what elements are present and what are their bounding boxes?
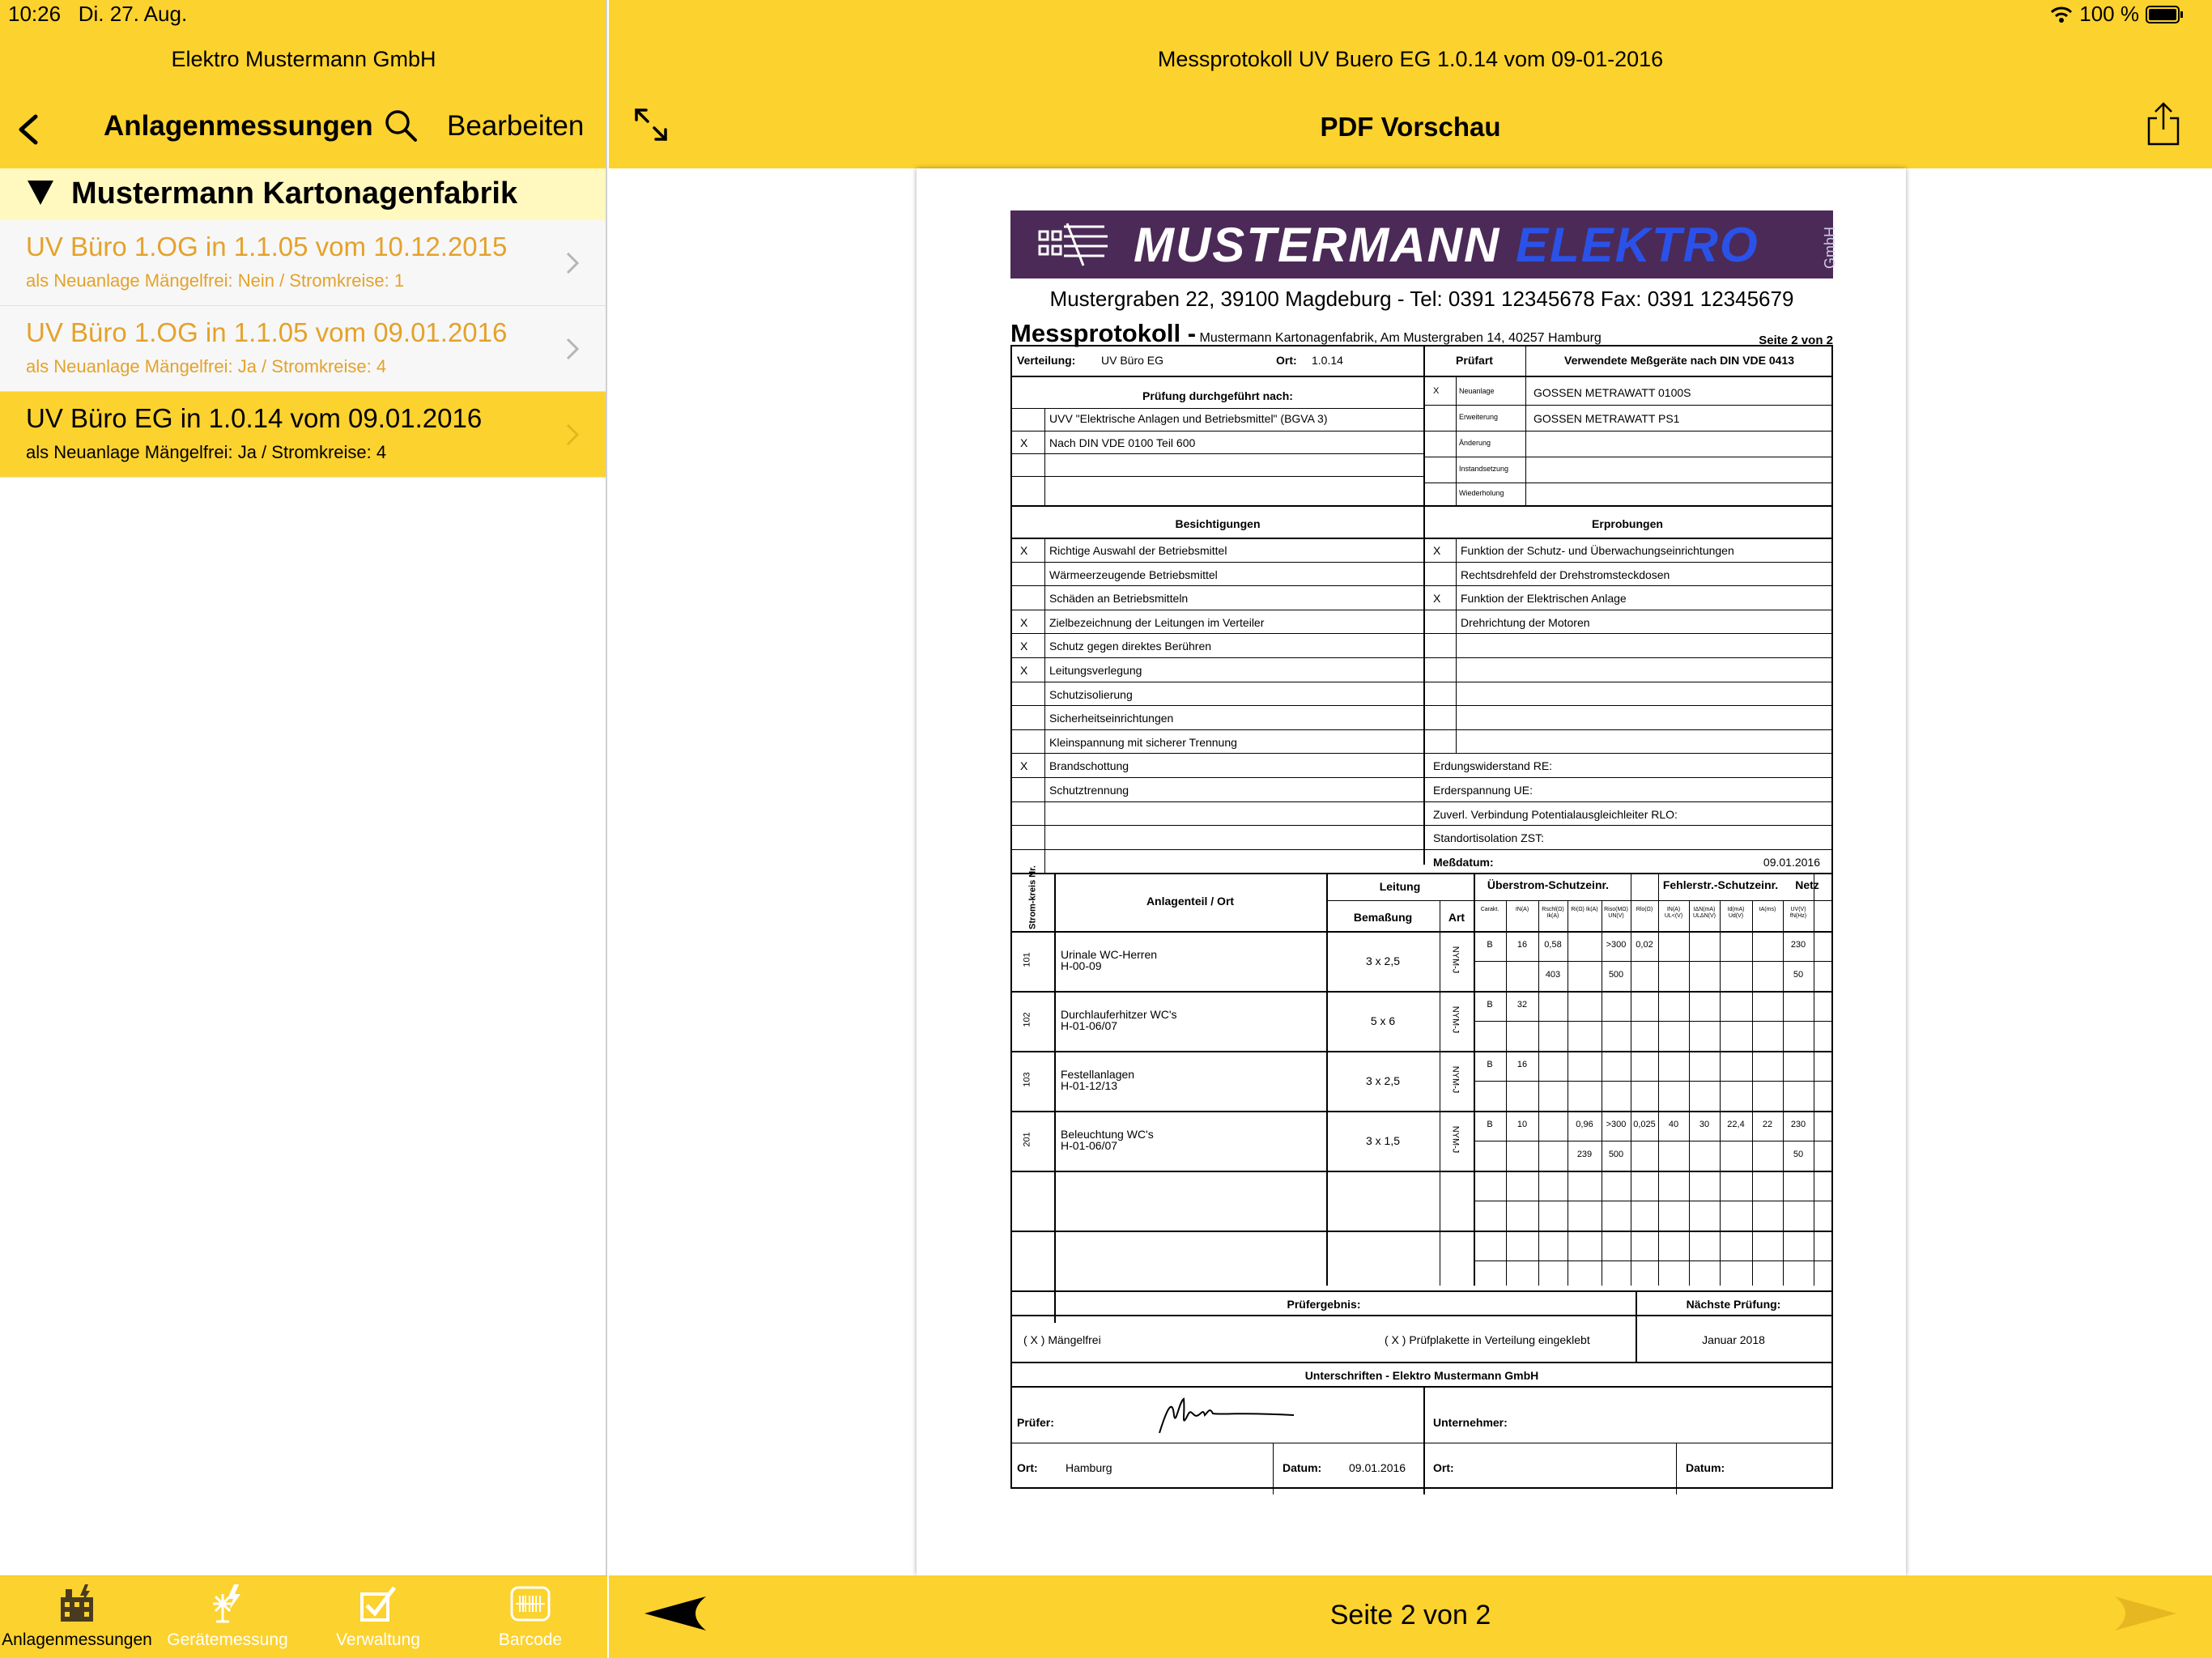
datum-label: Datum: — [1283, 1461, 1322, 1474]
ort-value: 1.0.14 — [1312, 354, 1343, 367]
form-line — [1676, 1443, 1677, 1494]
logo-gmbh: GmbH — [1822, 226, 1838, 269]
datum3-label: Datum: — [1686, 1461, 1725, 1474]
company-logo — [1010, 210, 1838, 278]
check-mark: X — [1433, 592, 1441, 606]
besichtigungen-label: Besichtigungen — [1175, 517, 1261, 530]
form-line — [1273, 1443, 1274, 1494]
pruefung-item: UVV "Elektrische Anlagen und Betriebsmittel" (BGVA 3) — [1049, 412, 1328, 425]
section-title: Mustermann Kartonagenfabrik — [71, 176, 518, 210]
form-line — [1423, 1386, 1425, 1494]
search-icon[interactable] — [384, 108, 418, 142]
circuit-value: 32 — [1516, 1000, 1528, 1010]
circuit-value: B — [1487, 1060, 1493, 1069]
circuit-value: >300 — [1606, 1120, 1627, 1129]
circuit-bemassung: 5 x 6 — [1370, 1014, 1396, 1027]
col-anlagenteil: Anlagenteil / Ort — [1146, 895, 1235, 908]
item-title: UV Büro EG in 1.0.14 vom 09.01.2016 — [26, 403, 483, 433]
circuit-location: H-00-09 — [1061, 959, 1102, 972]
check-mark: X — [1020, 544, 1028, 557]
form-line — [1506, 900, 1507, 1286]
battery-icon — [2146, 5, 2184, 24]
form-line — [1474, 1081, 1831, 1082]
form-line — [1456, 376, 1457, 505]
form-line — [1423, 346, 1425, 505]
form-line — [1474, 873, 1475, 1286]
erprobung-field: Erderspannung UE: — [1433, 784, 1533, 797]
pdf-page — [917, 168, 1906, 1575]
form-line — [1012, 801, 1423, 802]
circuit-value: 50 — [1793, 970, 1804, 980]
col-leitung: Leitung — [1379, 880, 1421, 893]
tab-bar — [0, 1575, 607, 1658]
form-line — [1012, 991, 1831, 993]
form-line — [1012, 1290, 1831, 1292]
share-icon[interactable] — [2146, 102, 2181, 147]
pruefer-label: Prüfer: — [1017, 1416, 1054, 1429]
building-icon — [56, 1583, 98, 1625]
checkbox-icon — [357, 1583, 399, 1625]
besichtigung-item: Kleinspannung mit sicherer Trennung — [1049, 735, 1237, 749]
erprobungen-label: Erprobungen — [1592, 517, 1663, 530]
form-line — [1012, 849, 1423, 850]
col-stromkreis: Strom-kreis Nr. — [1027, 865, 1038, 929]
form-line — [1423, 777, 1831, 778]
form-line — [1012, 873, 1831, 874]
form-line — [1012, 376, 1831, 377]
form-line — [1423, 753, 1831, 754]
pruefplakette-text: ( X ) Prüfplakette in Verteilung eingeklebt — [1385, 1333, 1590, 1346]
form-line — [1423, 431, 1831, 432]
form-line — [1012, 562, 1423, 563]
tab-label: Gerätemessung — [167, 1630, 288, 1649]
logo-text: MUSTERMANN ELEKTRO — [1134, 218, 1759, 272]
page-toolbar — [609, 1575, 2212, 1658]
ort3-label: Ort: — [1433, 1461, 1454, 1474]
left-header — [0, 0, 606, 168]
besichtigung-item: Richtige Auswahl der Betriebsmittel — [1049, 544, 1227, 557]
besichtigung-item: Sicherheitseinrichtungen — [1049, 712, 1174, 725]
circuit-value: 239 — [1576, 1150, 1593, 1159]
form-line — [1012, 431, 1423, 432]
form-line — [1636, 1290, 1637, 1362]
form-line — [1423, 585, 1831, 586]
chevron-right-icon — [565, 337, 580, 361]
sub-col-header: Rschl(Ω) Ik(A) — [1542, 907, 1564, 919]
barcode-icon — [509, 1583, 551, 1625]
sub-col-header: IN(A) UL<(V) — [1664, 907, 1683, 919]
form-line — [1044, 408, 1045, 505]
tab-label: Verwaltung — [336, 1630, 420, 1649]
circuit-value: 50 — [1793, 1150, 1804, 1159]
circuit-value: 0,025 — [1633, 1120, 1656, 1129]
form-line — [1538, 900, 1539, 1286]
circuit-value: 30 — [1699, 1120, 1710, 1129]
list-item-selected[interactable] — [0, 392, 606, 478]
item-subtitle: als Neuanlage Mängelfrei: Nein / Stromkreise: 1 — [26, 270, 405, 291]
sub-col-header: Rlo(Ω) — [1636, 907, 1653, 912]
signature-image — [1156, 1391, 1302, 1439]
form-line — [1423, 633, 1831, 634]
naechste-pruefung-value: Januar 2018 — [1702, 1333, 1765, 1346]
back-chevron-icon[interactable] — [13, 113, 45, 146]
form-line — [1044, 538, 1045, 873]
circuit-value: B — [1487, 940, 1493, 950]
ort2-value: Hamburg — [1066, 1461, 1112, 1474]
circuit-value: 0,58 — [1544, 940, 1562, 950]
sub-col-header: Carakt. — [1480, 907, 1499, 912]
form-line — [1012, 505, 1831, 507]
tab-verwaltung[interactable] — [301, 1583, 455, 1650]
item-title: UV Büro 1.OG in 1.1.05 vom 09.01.2016 — [26, 317, 508, 347]
ort-label: Ort: — [1276, 354, 1297, 367]
pruefart-item: Erweiterung — [1459, 413, 1499, 421]
form-line — [1423, 562, 1831, 563]
circuit-bemassung: 3 x 2,5 — [1365, 1074, 1401, 1087]
circuit-value: B — [1487, 1120, 1493, 1129]
form-line — [1012, 1315, 1831, 1316]
status-time: 10:26 Di. 27. Aug. — [8, 2, 188, 26]
device-name: GOSSEN METRAWATT PS1 — [1534, 412, 1680, 425]
erprobung-field: Erdungswiderstand RE: — [1433, 759, 1553, 773]
right-header — [609, 0, 2212, 168]
circuit-value: 40 — [1668, 1120, 1679, 1129]
item-title: UV Büro 1.OG in 1.1.05 vom 10.12.2015 — [26, 232, 508, 261]
circuit-logo-icon — [1035, 220, 1112, 269]
item-subtitle: als Neuanlage Mängelfrei: Ja / Stromkreise: 4 — [26, 442, 387, 462]
circuit-art: NYM-J — [1450, 1005, 1461, 1034]
pruefung-item: Nach DIN VDE 0100 Teil 600 — [1049, 436, 1196, 449]
form-line — [1474, 961, 1831, 962]
circuit-value: 10 — [1516, 1120, 1528, 1129]
check-mark: X — [1020, 615, 1028, 629]
form-line — [1012, 408, 1423, 409]
circuit-bemassung: 3 x 1,5 — [1365, 1134, 1401, 1147]
circuit-art: NYM-J — [1450, 946, 1461, 974]
circuit-value: B — [1487, 1000, 1493, 1010]
ort2-label: Ort: — [1017, 1461, 1038, 1474]
form-line — [1752, 900, 1753, 1286]
form-line — [1423, 801, 1831, 802]
besichtigung-item: Brandschottung — [1049, 759, 1129, 773]
pruefart-label: Prüfart — [1456, 354, 1493, 367]
tab-label: Barcode — [498, 1630, 563, 1649]
sub-col-header: UV(V) fN(Hz) — [1789, 907, 1807, 919]
form-line — [1720, 900, 1721, 1286]
sub-col-header: Ri(Ω) Ik(A) — [1571, 907, 1598, 912]
circuit-name: Durchlauferhitzer WC's — [1061, 1008, 1177, 1021]
circuit-name: Festellanlagen — [1061, 1068, 1135, 1081]
circuit-location: H-01-06/07 — [1061, 1139, 1118, 1152]
form-line — [1525, 346, 1526, 505]
form-line — [1012, 1231, 1831, 1232]
col-ueberstrom: Überstrom-Schutzeinr. — [1487, 878, 1610, 891]
device-spark-icon — [206, 1583, 249, 1625]
form-line — [1012, 1051, 1831, 1052]
erprobung-item: Rechtsdrehfeld der Drehstromsteckdosen — [1461, 568, 1670, 581]
pruefung-label: Prüfung durchgeführt nach: — [1142, 389, 1293, 402]
wifi-icon — [2050, 6, 2073, 23]
master-pane — [0, 0, 607, 1658]
erprobung-item: Funktion der Schutz- und Überwachungseinrichtungen — [1461, 544, 1734, 557]
sub-col-header: Id(mA) Ud(V) — [1727, 907, 1745, 919]
protocol-form — [1010, 345, 1833, 1489]
form-line — [1689, 900, 1690, 1286]
circuit-number: 103 — [1022, 1072, 1032, 1087]
form-line — [1423, 657, 1831, 658]
pdf-preview-title: PDF Vorschau — [1320, 112, 1501, 142]
battery-percent: 100 % — [2079, 2, 2139, 26]
tab-barcode[interactable] — [453, 1583, 607, 1650]
besichtigung-item: Schutztrennung — [1049, 784, 1129, 797]
circuit-number: 201 — [1022, 1132, 1032, 1147]
form-line — [1012, 453, 1423, 454]
form-line — [1423, 505, 1425, 865]
circuit-value: 0,02 — [1636, 940, 1653, 950]
list-item[interactable] — [0, 220, 606, 306]
chevron-right-icon — [565, 251, 580, 275]
circuit-value: 16 — [1516, 1060, 1528, 1069]
circuit-art: NYM-J — [1450, 1125, 1461, 1154]
form-line — [1012, 931, 1831, 933]
circuit-value: 22 — [1762, 1120, 1773, 1129]
messgeraete-label: Verwendete Meßgeräte nach DIN VDE 0413 — [1564, 354, 1794, 367]
company-name: Elektro Mustermann GmbH — [171, 47, 436, 71]
disclosure-triangle-icon — [28, 181, 53, 205]
form-line — [1012, 657, 1423, 658]
circuit-value: 403 — [1545, 970, 1561, 980]
form-line — [1012, 476, 1423, 477]
circuit-art: NYM-J — [1450, 1065, 1461, 1094]
list-item[interactable] — [0, 306, 606, 392]
next-page-icon[interactable] — [2113, 1593, 2178, 1634]
pruefart-item: Instandsetzung — [1459, 465, 1509, 473]
verteilung-label: Verteilung: — [1017, 354, 1076, 367]
form-line — [1012, 538, 1831, 539]
erprobung-item: Drehrichtung der Motoren — [1461, 615, 1590, 629]
besichtigung-item: Zielbezeichnung der Leitungen im Verteiler — [1049, 615, 1265, 629]
check-mark: X — [1020, 759, 1028, 773]
form-line — [1423, 705, 1831, 706]
pdf-page-number: Seite 2 von 2 — [1759, 334, 1833, 347]
besichtigung-item: Wärmeerzeugende Betriebsmittel — [1049, 568, 1218, 581]
col-fehlerstrom: Fehlerstr.-Schutzeinr. — [1662, 878, 1779, 891]
form-line — [1054, 873, 1056, 1323]
col-art: Art — [1448, 911, 1465, 924]
circuit-name: Beleuchtung WC's — [1061, 1128, 1154, 1141]
col-bemassung: Bemaßung — [1353, 911, 1413, 924]
form-line — [1012, 1171, 1831, 1172]
erprobung-field: Standortisolation ZST: — [1433, 831, 1544, 845]
sub-col-header: tA(ms) — [1759, 907, 1776, 912]
document-title: Messprotokoll UV Buero EG 1.0.14 vom 09-01-2016 — [1157, 47, 1664, 71]
form-line — [1326, 900, 1831, 901]
form-line — [1012, 825, 1423, 826]
form-line — [1423, 405, 1831, 406]
besichtigung-item: Schutz gegen direktes Berühren — [1049, 640, 1212, 653]
form-line — [1423, 825, 1831, 826]
form-line — [1783, 900, 1784, 1286]
circuit-value: 22,4 — [1727, 1120, 1745, 1129]
pruefart-item: Wiederholung — [1459, 489, 1504, 497]
form-line — [1012, 1362, 1831, 1363]
check-mark: X — [1020, 436, 1028, 449]
messdatum-label: Meßdatum: — [1433, 855, 1494, 869]
circuit-value: 0,96 — [1576, 1120, 1593, 1129]
company-address: Mustergraben 22, 39100 Magdeburg - Tel: 0391 12345678 Fax: 0391 12345679 — [1049, 287, 1794, 311]
detail-pane — [609, 0, 2212, 1658]
circuit-value: 500 — [1608, 1150, 1624, 1159]
unternehmer-label: Unternehmer: — [1433, 1416, 1508, 1429]
erprobung-item: Funktion der Elektrischen Anlage — [1461, 592, 1627, 606]
form-line — [1012, 753, 1423, 754]
tab-label: Anlagenmessungen — [2, 1630, 152, 1649]
status-battery — [2050, 2, 2184, 27]
naechste-pruefung-label: Nächste Prüfung: — [1686, 1298, 1781, 1311]
circuit-value: 230 — [1790, 1120, 1806, 1129]
circuit-location: H-01-12/13 — [1061, 1079, 1118, 1092]
circuit-value: 230 — [1790, 940, 1806, 950]
sub-col-header: Riso(MΩ) UN(V) — [1604, 907, 1628, 919]
besichtigung-item: Schäden an Betriebsmitteln — [1049, 592, 1189, 606]
form-line — [1012, 705, 1423, 706]
form-line — [1012, 633, 1423, 634]
form-line — [1012, 729, 1423, 730]
besichtigung-item: Schutzisolierung — [1049, 687, 1133, 701]
form-line — [1012, 1111, 1831, 1112]
check-mark: X — [1433, 386, 1440, 396]
edit-button[interactable]: Bearbeiten — [447, 110, 585, 142]
form-line — [1012, 585, 1423, 586]
form-line — [1012, 1386, 1831, 1388]
pruefart-item: Neuanlage — [1459, 387, 1495, 395]
form-line — [1012, 777, 1423, 778]
datum-value: 09.01.2016 — [1349, 1461, 1406, 1474]
circuit-value: >300 — [1606, 940, 1627, 950]
besichtigung-item: Leitungsverlegung — [1049, 664, 1142, 677]
device-name: GOSSEN METRAWATT 0100S — [1534, 386, 1691, 399]
pruefergebnis-label: Prüfergebnis: — [1287, 1298, 1361, 1311]
messdatum-value: 09.01.2016 — [1763, 855, 1820, 869]
circuit-location: H-01-06/07 — [1061, 1019, 1118, 1032]
tab-geraetemessung[interactable] — [151, 1583, 304, 1650]
check-mark: X — [1020, 664, 1028, 677]
protocol-heading: Messprotokoll - Mustermann Kartonagenfabrik, Am Mustergraben 14, 40257 Hamburg Seite 2 von 2 — [1010, 319, 1833, 347]
erprobung-field: Zuverl. Verbindung Potentialausgleichleiter RLO: — [1433, 807, 1678, 821]
nav-title: Anlagenmessungen — [104, 110, 373, 142]
item-subtitle: als Neuanlage Mängelfrei: Ja / Stromkreise: 4 — [26, 356, 387, 376]
check-mark: X — [1020, 640, 1028, 653]
form-line — [1423, 849, 1831, 850]
circuit-bemassung: 3 x 2,5 — [1365, 954, 1401, 967]
maengelfrei-text: ( X ) Mängelfrei — [1023, 1333, 1101, 1346]
pruefart-item: Änderung — [1459, 439, 1491, 447]
circuit-value: 16 — [1516, 940, 1528, 950]
circuit-value: 500 — [1608, 970, 1624, 980]
circuit-name: Urinale WC-Herren — [1061, 948, 1158, 961]
form-line — [1456, 538, 1457, 753]
unterschriften-label: Unterschriften - Elektro Mustermann GmbH — [1304, 1369, 1539, 1382]
verteilung-value: UV Büro EG — [1101, 354, 1164, 367]
measurement-list — [0, 220, 606, 478]
chevron-right-icon — [565, 423, 580, 447]
section-header[interactable] — [0, 168, 606, 220]
tab-anlagenmessungen[interactable] — [0, 1583, 154, 1650]
circuit-number: 101 — [1022, 952, 1032, 967]
col-netz: Netz — [1795, 878, 1819, 891]
sub-col-header: IΔN(mA) ULΔN(V) — [1692, 907, 1716, 919]
form-line — [1474, 1021, 1831, 1022]
sub-col-header: IN(A) — [1515, 907, 1529, 912]
circuit-number: 102 — [1022, 1012, 1032, 1027]
page-indicator: Seite 2 von 2 — [1329, 1600, 1491, 1630]
check-mark: X — [1433, 544, 1441, 557]
form-line — [1658, 900, 1659, 1286]
form-line — [1423, 729, 1831, 730]
